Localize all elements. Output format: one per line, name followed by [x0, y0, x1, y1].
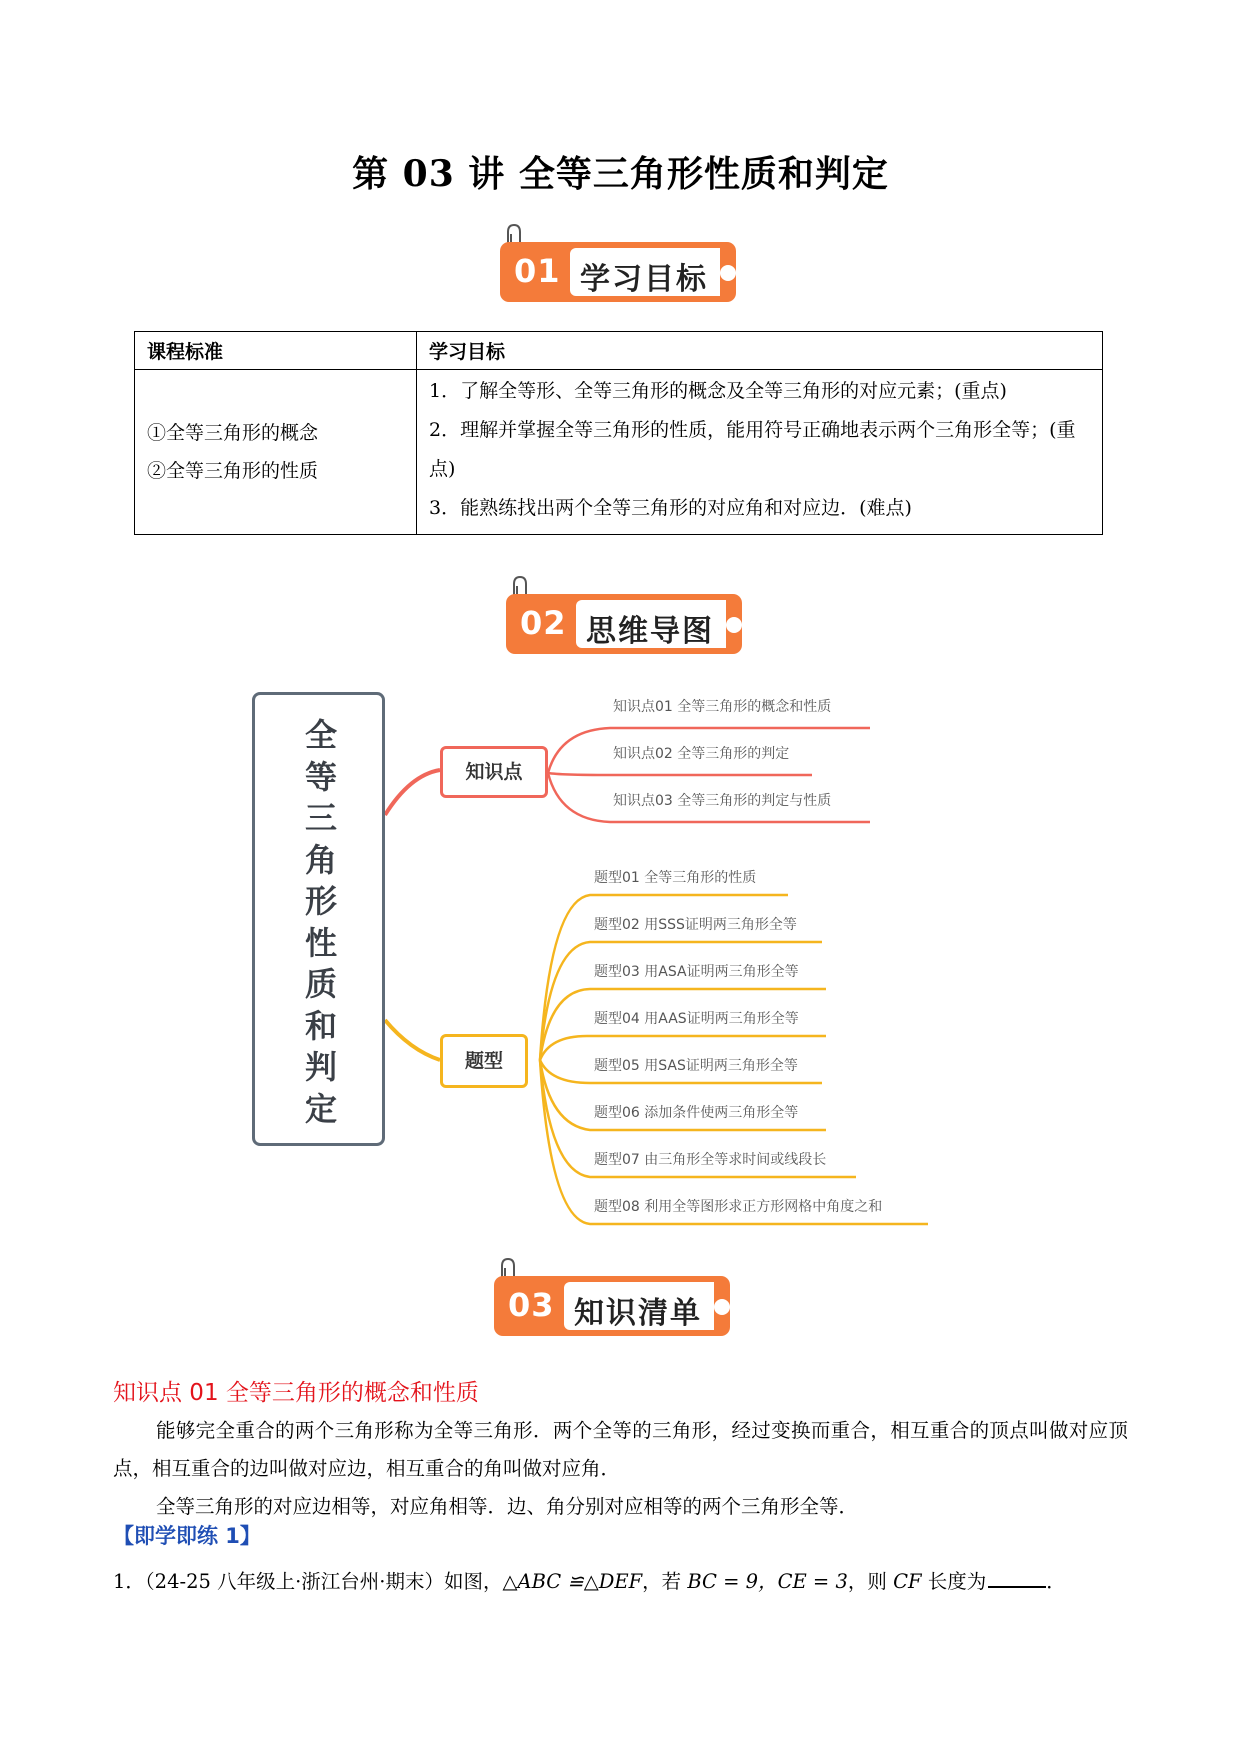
banner-notch: [720, 265, 736, 281]
mindmap-leaf: 知识点03 全等三角形的判定与性质: [613, 793, 832, 809]
objective-item: 2．理解并掌握全等三角形的性质，能用符号正确地表示两个三角形全等；(重点): [429, 419, 1076, 480]
objective-item: 3．能熟练找出两个全等三角形的对应角和对应边．(难点): [429, 497, 912, 519]
table-header-objective: 学习目标: [417, 332, 1103, 370]
banner-number: 03: [508, 1286, 555, 1324]
mindmap-node-knowledge: 知识点: [440, 746, 548, 798]
banner-notch: [726, 617, 742, 633]
mindmap-root-label: 全等三角形性质和判定: [304, 716, 337, 1128]
mindmap-leaf: 知识点02 全等三角形的判定: [613, 746, 790, 762]
mindmap-leaf: 题型07 由三角形全等求时间或线段长: [594, 1152, 827, 1168]
banner-label: 学习目标: [580, 262, 708, 297]
section-banner-mindmap: [506, 574, 746, 664]
question-text: 长度为: [921, 1570, 987, 1593]
objective-item: 1．了解全等形、全等三角形的概念及全等三角形的对应元素；(重点): [429, 380, 1007, 402]
math-congruence: △ABC ≌△DEF: [502, 1570, 643, 1593]
banner-label-box: [570, 248, 720, 296]
mindmap-leaf: 题型08 利用全等图形求正方形网格中角度之和: [594, 1199, 883, 1215]
practice-label: 【即学即练 1】: [113, 1524, 261, 1548]
banner-label-box: [576, 600, 726, 648]
knowledge-point-title: 知识点 01 全等三角形的概念和性质: [113, 1380, 479, 1406]
banner-label: 知识清单: [574, 1296, 702, 1331]
question-text: ，则: [847, 1570, 894, 1593]
math-given: BC = 9，CE = 3: [687, 1570, 848, 1593]
banner-label-box: [564, 1282, 714, 1330]
knowledge-paragraph: 全等三角形的对应边相等，对应角相等．边、角分别对应相等的两个三角形全等．: [156, 1495, 859, 1518]
branch-line-types: [385, 1020, 440, 1060]
knowledge-paragraph: 能够完全重合的两个三角形称为全等三角形．两个全等的三角形，经过变换而重合，相互重合的顶点叫做对应顶点，相互重合的边叫做对应边，相互重合的角叫做对应角．: [113, 1419, 1128, 1480]
question-number: 1．: [113, 1570, 145, 1593]
table-header-standard: 课程标准: [135, 332, 417, 370]
standard-item: ①全等三角形的概念: [147, 422, 319, 444]
banner-number: 01: [514, 252, 561, 290]
mindmap-root: [252, 692, 385, 1146]
standard-item: ②全等三角形的性质: [147, 460, 319, 482]
standards-cell: [135, 370, 417, 535]
banner-label: 思维导图: [586, 614, 714, 649]
section-banner-knowledge: [494, 1256, 734, 1346]
math-target: CF: [893, 1570, 922, 1593]
page-title: 第 03 讲 全等三角形性质和判定: [352, 153, 889, 195]
answer-blank[interactable]: [988, 1586, 1046, 1588]
banner-number: 02: [520, 604, 567, 642]
mindmap-leaf: 题型01 全等三角形的性质: [594, 870, 757, 886]
question-1: [113, 1566, 1066, 1594]
question-source: （24-25 八年级上·浙江台州·期末）如图，: [144, 1570, 503, 1593]
mindmap-leaf: 知识点01 全等三角形的概念和性质: [613, 699, 832, 715]
objectives-cell: [417, 370, 1103, 535]
banner-notch: [714, 1299, 730, 1315]
mindmap-leaf: 题型02 用SSS证明两三角形全等: [594, 917, 797, 933]
question-end: ．: [1046, 1570, 1066, 1593]
mindmap-leaf: 题型04 用AAS证明两三角形全等: [594, 1011, 799, 1027]
learning-goals-table: [134, 331, 1103, 535]
question-text: ，若: [642, 1570, 688, 1593]
branch-line-knowledge: [385, 770, 440, 815]
mindmap-node-types: 题型: [440, 1034, 528, 1088]
mindmap-leaf: 题型03 用ASA证明两三角形全等: [594, 964, 799, 980]
mindmap-leaf: 题型05 用SAS证明两三角形全等: [594, 1058, 798, 1074]
section-banner-goals: [500, 222, 740, 312]
mindmap-leaf: 题型06 添加条件使两三角形全等: [594, 1105, 799, 1121]
